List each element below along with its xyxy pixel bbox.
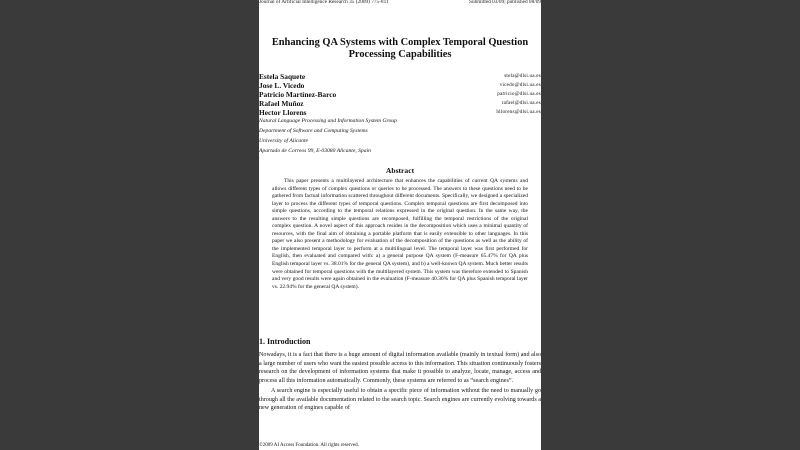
author-email: vicedo@dlsi.ua.es (499, 82, 541, 88)
abstract-heading: Abstract (385, 166, 415, 175)
journal-header: Journal of Artificial Intelligence Research 35 (2009) 775-811 (259, 0, 389, 5)
paper-title: Enhancing QA Systems with Complex Temporal Question Processing Capabilities (271, 37, 529, 60)
paper-page (259, 0, 541, 450)
author-name: Hector Llorens (259, 108, 307, 117)
author-name: Patricio Martínez-Barco (259, 90, 337, 99)
affiliation-group: Natural Language Processing and Information System Group (259, 118, 397, 124)
author-row (259, 99, 541, 108)
author-row (259, 90, 541, 99)
author-row (259, 72, 541, 81)
copyright-footer: ©2009 AI Access Foundation. All rights reserved. (259, 443, 359, 448)
section-heading: 1. Introduction (259, 337, 311, 346)
affiliation (259, 116, 397, 156)
section-body (259, 351, 541, 413)
paragraph: A search engine is especially useful to obtain a specific piece of information without the need to manually go through all the available documentation related to the search topic. Search engines are currently evolving towards a new generation of engines capable of (259, 388, 541, 411)
abstract-text: This paper presents a multilayered architecture that enhances the capabilities of current QA systems and allows different types of complex questions or queries to be processed. The answers to these questions need to be gathered from factual information scattered throughout different documents. Specifically, we designed a specialized layer to process the different types of temporal questions. Complex temporal questions are first decomposed into simple questions, according to the temporal relations expressed in the original question. In the same way, the answers to the resulting simple questions are recomposed, fulfilling the temporal restrictions of the original complex question. A novel aspect of this approach resides in the decomposition which uses a minimal quantity of resources, with the final aim of obtaining a portable platform that is easily extensible to other languages. In this paper we also present a methodology for evaluation of the decomposition of the questions as well as the ability of the implemented temporal layer to perform at a multilingual level. The temporal layer was first performed for English, then evaluated and compared with: a) a general purpose QA system (F-measure 65.47% for QA plus English temporal layer vs. 38.01% for the general QA system), and b) a well-known QA system. Much better results were obtained for temporal questions with the multilayered system. This system was therefore extended to Spanish and very good results were again obtained in the evaluation (F-measure 40.36% for QA plus Spanish temporal layer vs. 22.94% for the general QA system). (272, 178, 528, 290)
author-name: Rafael Muñoz (259, 99, 304, 108)
affiliation-university: University of Alicante (259, 138, 308, 144)
abstract-body (272, 178, 528, 291)
author-email: stela@dlsi.ua.es (504, 73, 541, 79)
paragraph: Nowadays, it is a fact that there is a huge amount of digital information available (mainly in textual form) and also a large number of users who want the easiest possible access to this information. This situation continuously fosters research on the development of information systems that make it possible to analyze, locate, manage, access and process all this information automatically. Commonly, these systems are referred to as “search engines”. (259, 352, 541, 384)
submission-dates: Submitted 03/09; published 08/09 (469, 0, 541, 5)
author-row (259, 81, 541, 90)
author-name: Jose L. Vicedo (259, 81, 305, 90)
affiliation-department: Department of Software and Computing Systems (259, 128, 368, 134)
author-email: hllorens@dlsi.ua.es (496, 109, 541, 115)
author-email: patricio@dlsi.ua.es (497, 91, 541, 97)
author-list (259, 72, 541, 117)
affiliation-address: Apartado de Correos 99, E-03080 Alicante, Spain (259, 148, 371, 154)
author-name: Estela Saquete (259, 72, 306, 81)
author-email: rafael@dlsi.ua.es (501, 100, 541, 106)
